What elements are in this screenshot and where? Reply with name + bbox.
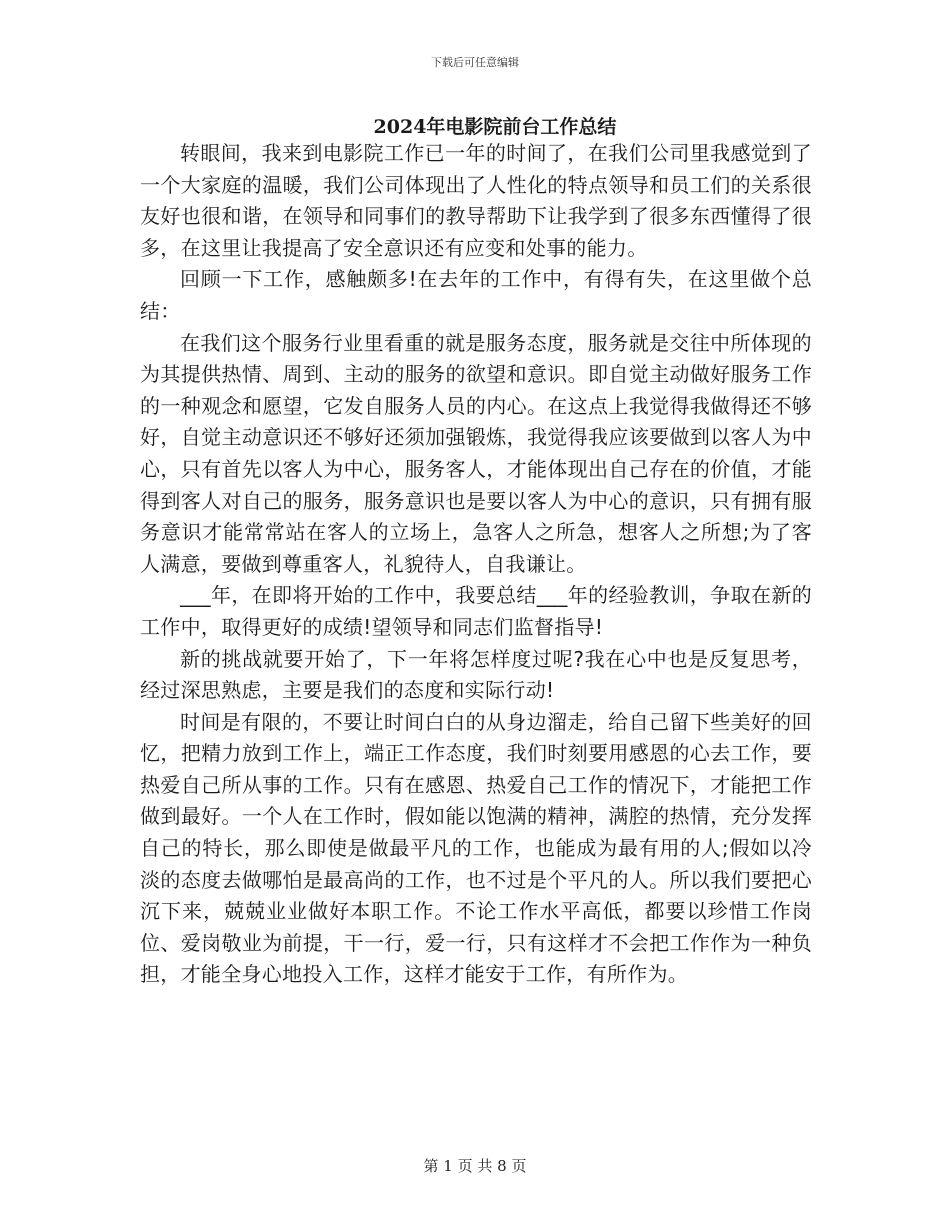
paragraph-intro: 转眼间，我来到电影院工作已一年的时间了，在我们公司里我感觉到了一个大家庭的温暖，我们公司体现出了人性化的特点领导和员工们的关系很友好也很和谐，在领导和同事们的教导帮助下让我学到了很多东西懂得了很多，在这里让我提高了安全意识还有应变和处事的能力。	[140, 141, 812, 260]
page-number: 第 1 页 共 8 页	[423, 1157, 527, 1175]
document-title: 2024年电影院前台工作总结	[373, 116, 617, 138]
document-body	[140, 138, 812, 991]
paragraph-review: 回顾一下工作，感触颇多!在去年的工作中，有得有失，在这里做个总结：	[140, 267, 812, 323]
paragraph-challenge: 新的挑战就要开始了，下一年将怎样度过呢?我在心中也是反复思考，经过深思熟虑，主要是我们的态度和实际行动!	[140, 646, 812, 703]
header-note: 下载后可任意编辑	[431, 56, 519, 69]
paragraph-time: 时间是有限的，不要让时间白白的从身边溜走，给自己留下些美好的回忆，把精力放到工作上，端正工作态度，我们时刻要用感恩的心去工作，要热爱自己所从事的工作。只有在感恩、热爱自己工作的情况下，才能把工作做到最好。一个人在工作时，假如能以饱满的精神，满腔的热情，充分发挥自己的特长，那么即使是做最平凡的工作，也能成为最有用的人;假如以冷淡的态度去做哪怕是最高尚的工作，也不过是个平凡的人。所以我们要把心沉下来，兢兢业业做好本职工作。不论工作水平高低，都要以珍惜工作岗位、爱岗敬业为前提，干一行，爱一行，只有这样才不会把工作作为一种负担，才能全身心地投入工作，这样才能安于工作，有所作为。	[140, 709, 812, 987]
paragraph-goals: ___年，在即将开始的工作中，我要总结___年的经验教训，争取在新的工作中，取得更好的成绩!望领导和同志们监督指导!	[140, 583, 812, 639]
paragraph-service-attitude: 在我们这个服务行业里看重的就是服务态度，服务就是交往中所体现的为其提供热情、周到、主动的服务的欲望和意识。即自觉主动做好服务工作的一种观念和愿望，它发自服务人员的内心。在这点上我觉得我做得还不够好，自觉主动意识还不够好还须加强锻炼，我觉得我应该要做到以客人为中心，只有首先以客人为中心，服务客人，才能体现出自己存在的价值，才能得到客人对自己的服务，服务意识也是要以客人为中心的意识，只有拥有服务意识才能常常站在客人的立场上，急客人之所急，想客人之所想;为了客人满意，要做到尊重客人，礼貌待人，自我谦让。	[140, 330, 812, 576]
